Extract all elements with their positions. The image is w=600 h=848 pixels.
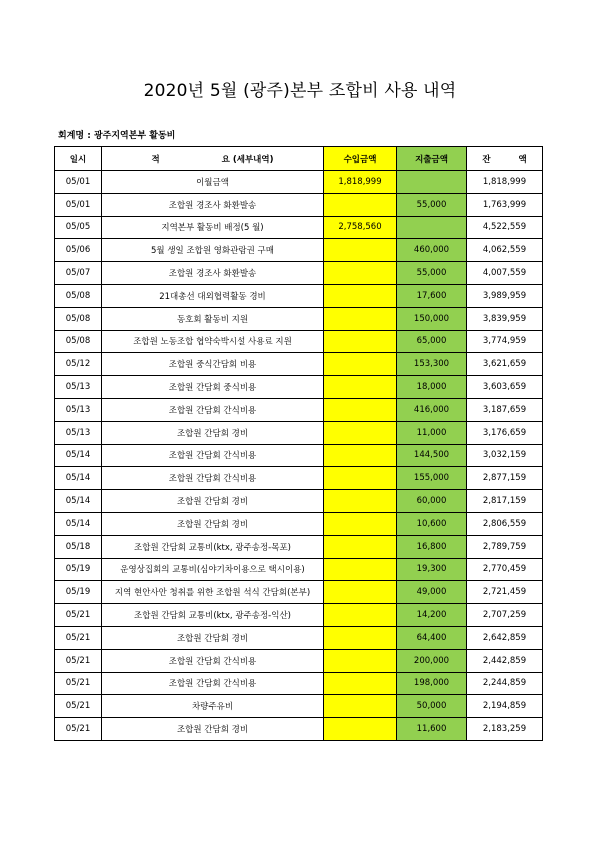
account-label: 회계명 : 광주지역본부 활동비 bbox=[58, 131, 176, 141]
row-income bbox=[324, 421, 397, 444]
row-expense: 55,000 bbox=[397, 193, 467, 216]
row-date: 05/13 bbox=[55, 421, 102, 444]
row-income bbox=[324, 398, 397, 421]
row-description: 지역 현안사안 청취를 위한 조합원 석식 간담회(본부) bbox=[102, 581, 324, 604]
table-row bbox=[55, 171, 543, 194]
row-balance: 3,603,659 bbox=[467, 376, 543, 399]
table-row bbox=[55, 262, 543, 285]
row-description: 21대총선 대외협력활동 경비 bbox=[102, 284, 324, 307]
row-balance: 4,007,559 bbox=[467, 262, 543, 285]
row-expense: 11,000 bbox=[397, 421, 467, 444]
row-date: 05/21 bbox=[55, 649, 102, 672]
table-row bbox=[55, 284, 543, 307]
row-expense bbox=[397, 216, 467, 239]
table-row bbox=[55, 672, 543, 695]
row-expense: 460,000 bbox=[397, 239, 467, 262]
row-expense: 144,500 bbox=[397, 444, 467, 467]
row-date: 05/14 bbox=[55, 512, 102, 535]
row-balance: 1,818,999 bbox=[467, 171, 543, 194]
row-description: 조합원 간담회 간식비용 bbox=[102, 467, 324, 490]
table-row bbox=[55, 535, 543, 558]
row-income bbox=[324, 626, 397, 649]
row-balance: 2,877,159 bbox=[467, 467, 543, 490]
row-balance: 3,839,959 bbox=[467, 307, 543, 330]
row-date: 05/21 bbox=[55, 604, 102, 627]
row-expense: 60,000 bbox=[397, 490, 467, 513]
row-balance: 2,789,759 bbox=[467, 535, 543, 558]
table-row bbox=[55, 376, 543, 399]
row-date: 05/12 bbox=[55, 353, 102, 376]
row-balance: 2,442,859 bbox=[467, 649, 543, 672]
row-date: 05/13 bbox=[55, 398, 102, 421]
row-balance: 3,989,959 bbox=[467, 284, 543, 307]
row-date: 05/14 bbox=[55, 444, 102, 467]
row-balance: 2,244,859 bbox=[467, 672, 543, 695]
table-row bbox=[55, 193, 543, 216]
table-row bbox=[55, 330, 543, 353]
row-income bbox=[324, 376, 397, 399]
row-date: 05/01 bbox=[55, 171, 102, 194]
row-income bbox=[324, 558, 397, 581]
table-row bbox=[55, 216, 543, 239]
table-row bbox=[55, 558, 543, 581]
row-expense: 19,300 bbox=[397, 558, 467, 581]
table-row bbox=[55, 512, 543, 535]
row-date: 05/08 bbox=[55, 330, 102, 353]
row-balance: 2,770,459 bbox=[467, 558, 543, 581]
table-row bbox=[55, 353, 543, 376]
document-title: 2020년 5월 (광주)본부 조합비 사용 내역 bbox=[143, 81, 457, 101]
row-date: 05/14 bbox=[55, 490, 102, 513]
row-balance: 3,621,659 bbox=[467, 353, 543, 376]
row-income bbox=[324, 284, 397, 307]
row-date: 05/14 bbox=[55, 467, 102, 490]
row-description: 조합원 간담회 중식비용 bbox=[102, 376, 324, 399]
row-balance: 2,642,859 bbox=[467, 626, 543, 649]
row-date: 05/07 bbox=[55, 262, 102, 285]
row-expense: 65,000 bbox=[397, 330, 467, 353]
row-balance: 2,817,159 bbox=[467, 490, 543, 513]
row-balance: 4,062,559 bbox=[467, 239, 543, 262]
row-balance: 2,806,559 bbox=[467, 512, 543, 535]
row-description: 조합원 간담회 간식비용 bbox=[102, 672, 324, 695]
header-description-part1: 적 bbox=[151, 154, 160, 165]
row-expense: 155,000 bbox=[397, 467, 467, 490]
table-row bbox=[55, 581, 543, 604]
table-row bbox=[55, 695, 543, 718]
row-income: 1,818,999 bbox=[324, 171, 397, 194]
row-balance: 3,032,159 bbox=[467, 444, 543, 467]
row-description: 운영상집회의 교통비(심야기차이용으로 택시이용) bbox=[102, 558, 324, 581]
row-date: 05/01 bbox=[55, 193, 102, 216]
row-expense: 150,000 bbox=[397, 307, 467, 330]
row-description: 조합원 간담회 경비 bbox=[102, 421, 324, 444]
row-date: 05/18 bbox=[55, 535, 102, 558]
header-row bbox=[55, 147, 543, 171]
header-date: 일시 bbox=[55, 147, 102, 171]
row-balance: 3,774,959 bbox=[467, 330, 543, 353]
row-expense: 198,000 bbox=[397, 672, 467, 695]
row-balance: 3,176,659 bbox=[467, 421, 543, 444]
row-date: 05/21 bbox=[55, 626, 102, 649]
table-row bbox=[55, 467, 543, 490]
row-income bbox=[324, 444, 397, 467]
row-expense: 55,000 bbox=[397, 262, 467, 285]
row-description: 조합원 간담회 간식비용 bbox=[102, 444, 324, 467]
row-income bbox=[324, 193, 397, 216]
row-income bbox=[324, 649, 397, 672]
row-expense bbox=[397, 171, 467, 194]
row-date: 05/08 bbox=[55, 284, 102, 307]
row-description: 조합원 간담회 간식비용 bbox=[102, 649, 324, 672]
row-date: 05/19 bbox=[55, 581, 102, 604]
header-description bbox=[102, 147, 324, 171]
row-income bbox=[324, 490, 397, 513]
row-expense: 153,300 bbox=[397, 353, 467, 376]
row-expense: 49,000 bbox=[397, 581, 467, 604]
row-date: 05/21 bbox=[55, 695, 102, 718]
row-income bbox=[324, 718, 397, 741]
row-income bbox=[324, 467, 397, 490]
row-income bbox=[324, 604, 397, 627]
row-description: 동호회 활동비 지원 bbox=[102, 307, 324, 330]
row-expense: 14,200 bbox=[397, 604, 467, 627]
row-description: 조합원 간담회 간식비용 bbox=[102, 398, 324, 421]
row-description: 지역본부 활동비 배정(5 월) bbox=[102, 216, 324, 239]
row-description: 이월금액 bbox=[102, 171, 324, 194]
row-description: 조합원 노동조합 협약숙박시설 사용료 지원 bbox=[102, 330, 324, 353]
row-expense: 50,000 bbox=[397, 695, 467, 718]
header-expense: 지출금액 bbox=[397, 147, 467, 171]
row-date: 05/21 bbox=[55, 718, 102, 741]
table-row bbox=[55, 490, 543, 513]
table-row bbox=[55, 444, 543, 467]
row-income bbox=[324, 239, 397, 262]
row-expense: 17,600 bbox=[397, 284, 467, 307]
table-row bbox=[55, 626, 543, 649]
table-row bbox=[55, 649, 543, 672]
row-income bbox=[324, 672, 397, 695]
row-expense: 11,600 bbox=[397, 718, 467, 741]
table-row bbox=[55, 398, 543, 421]
row-expense: 64,400 bbox=[397, 626, 467, 649]
row-description: 조합원 간담회 경비 bbox=[102, 718, 324, 741]
row-date: 05/19 bbox=[55, 558, 102, 581]
row-description: 조합원 간담회 경비 bbox=[102, 490, 324, 513]
table-row bbox=[55, 239, 543, 262]
table-row bbox=[55, 604, 543, 627]
row-date: 05/08 bbox=[55, 307, 102, 330]
table-row bbox=[55, 421, 543, 444]
row-expense: 200,000 bbox=[397, 649, 467, 672]
row-balance: 3,187,659 bbox=[467, 398, 543, 421]
row-date: 05/21 bbox=[55, 672, 102, 695]
row-date: 05/05 bbox=[55, 216, 102, 239]
row-description: 차량주유비 bbox=[102, 695, 324, 718]
row-balance: 2,721,459 bbox=[467, 581, 543, 604]
row-description: 5월 생일 조합원 영화관람권 구매 bbox=[102, 239, 324, 262]
header-balance-part1: 잔 bbox=[482, 154, 491, 165]
ledger-table bbox=[54, 146, 543, 741]
row-income bbox=[324, 695, 397, 718]
row-expense: 416,000 bbox=[397, 398, 467, 421]
row-date: 05/06 bbox=[55, 239, 102, 262]
header-balance-part2: 액 bbox=[518, 154, 527, 165]
row-description: 조합원 경조사 화환발송 bbox=[102, 262, 324, 285]
row-income bbox=[324, 535, 397, 558]
table-row bbox=[55, 307, 543, 330]
row-balance: 2,183,259 bbox=[467, 718, 543, 741]
row-expense: 10,600 bbox=[397, 512, 467, 535]
row-balance: 2,194,859 bbox=[467, 695, 543, 718]
row-balance: 4,522,559 bbox=[467, 216, 543, 239]
row-description: 조합원 간담회 경비 bbox=[102, 512, 324, 535]
header-balance bbox=[467, 147, 543, 171]
row-description: 조합원 간담회 교통비(ktx, 광주송정-익산) bbox=[102, 604, 324, 627]
row-income bbox=[324, 330, 397, 353]
row-income bbox=[324, 512, 397, 535]
row-balance: 1,763,999 bbox=[467, 193, 543, 216]
row-income bbox=[324, 353, 397, 376]
table-row bbox=[55, 718, 543, 741]
row-income bbox=[324, 262, 397, 285]
header-income: 수입금액 bbox=[324, 147, 397, 171]
row-description: 조합원 간담회 교통비(ktx, 광주송정-목포) bbox=[102, 535, 324, 558]
row-balance: 2,707,259 bbox=[467, 604, 543, 627]
row-income bbox=[324, 581, 397, 604]
row-description: 조합원 경조사 화환발송 bbox=[102, 193, 324, 216]
row-income: 2,758,560 bbox=[324, 216, 397, 239]
row-description: 조합원 간담회 경비 bbox=[102, 626, 324, 649]
header-description-part2: 요 (세부내역) bbox=[221, 154, 274, 165]
row-description: 조합원 중식간담회 비용 bbox=[102, 353, 324, 376]
row-expense: 16,800 bbox=[397, 535, 467, 558]
row-income bbox=[324, 307, 397, 330]
row-date: 05/13 bbox=[55, 376, 102, 399]
row-expense: 18,000 bbox=[397, 376, 467, 399]
